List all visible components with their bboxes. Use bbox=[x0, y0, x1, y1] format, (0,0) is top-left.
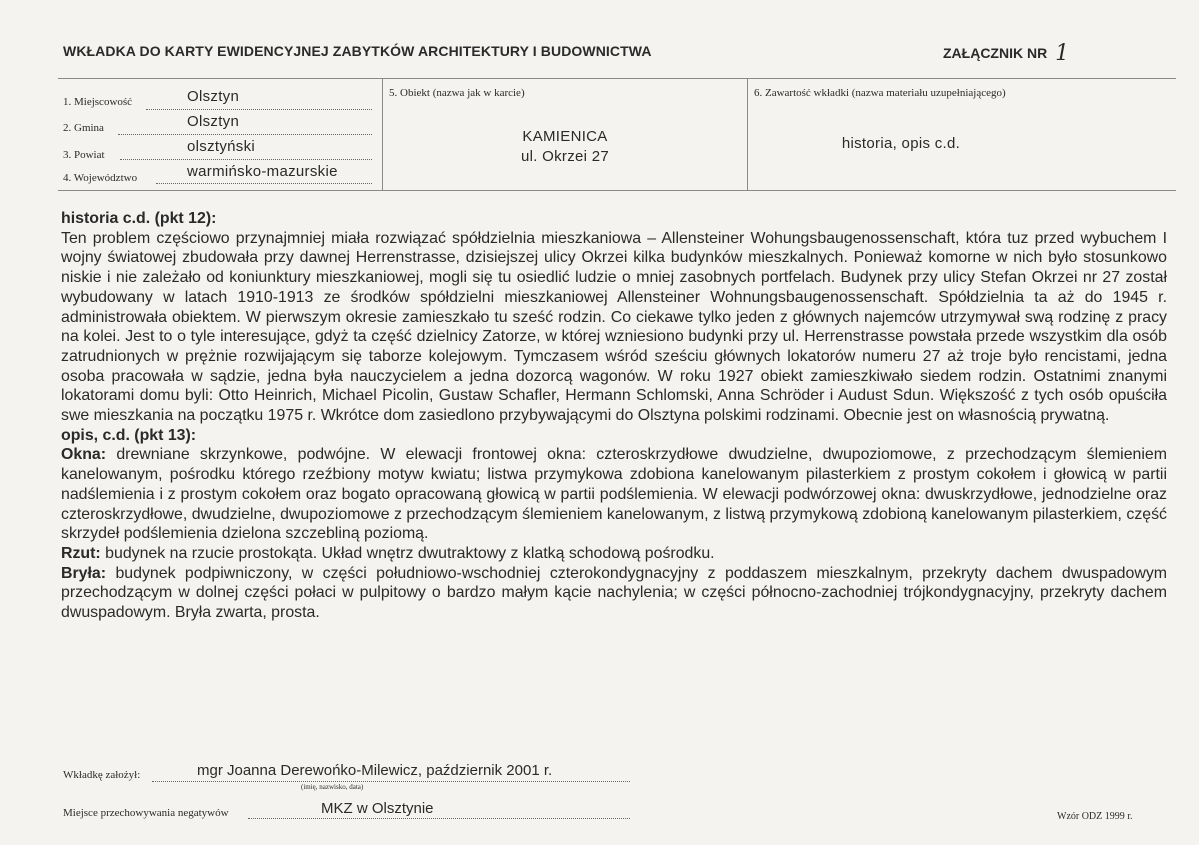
negatives-line bbox=[248, 818, 630, 819]
bryla-label: Bryła: bbox=[61, 564, 107, 582]
author-label: Wkładkę założył: bbox=[63, 769, 141, 781]
body-text bbox=[61, 209, 1167, 623]
miejscowosc-line bbox=[146, 109, 372, 110]
author-line bbox=[152, 781, 630, 782]
powiat-label: 3. Powiat bbox=[63, 149, 105, 161]
wojewodztwo-line bbox=[156, 183, 372, 184]
rzut-label: Rzut: bbox=[61, 544, 101, 562]
gmina-line bbox=[118, 134, 372, 135]
rzut-paragraph bbox=[61, 544, 1167, 564]
gmina-value: Olsztyn bbox=[187, 113, 240, 130]
negatives-value: MKZ w Olsztynie bbox=[321, 800, 434, 817]
gmina-label: 2. Gmina bbox=[63, 122, 104, 134]
powiat-line bbox=[120, 159, 372, 160]
template-note: Wzór ODZ 1999 r. bbox=[1057, 811, 1133, 822]
okna-label: Okna: bbox=[61, 446, 107, 464]
contents-label: 6. Zawartość wkładki (nazwa materiału uzupełniającego) bbox=[754, 87, 1006, 99]
opis-heading: opis, c.d. (pkt 13): bbox=[61, 426, 197, 444]
author-value: mgr Joanna Derewońko-Milewicz, październik 2001 r. bbox=[197, 762, 553, 779]
bryla-paragraph bbox=[61, 564, 1167, 623]
author-hint: (imię, nazwisko, data) bbox=[301, 783, 364, 791]
object-address: ul. Okrzei 27 bbox=[520, 148, 610, 165]
attachment-label-text: ZAŁĄCZNIK NR bbox=[943, 45, 1048, 61]
form-title: WKŁADKA DO KARTY EWIDENCYJNEJ ZABYTKÓW ARCHITEKTURY I BUDOWNICTWA bbox=[63, 43, 652, 59]
rzut-text: budynek na rzucie prostokąta. Układ wnętrz dwutraktowy z klatką schodową pośrodku. bbox=[105, 544, 715, 562]
okna-paragraph bbox=[61, 445, 1167, 544]
attachment-label bbox=[943, 39, 1069, 64]
contents-value: historia, opis c.d. bbox=[841, 135, 961, 152]
historia-heading: historia c.d. (pkt 12): bbox=[61, 210, 217, 227]
object-label: 5. Obiekt (nazwa jak w karcie) bbox=[389, 87, 525, 99]
powiat-value: olsztyński bbox=[187, 138, 256, 155]
wojewodztwo-value: warmińsko-mazurskie bbox=[187, 163, 338, 180]
wojewodztwo-label: 4. Województwo bbox=[63, 172, 138, 184]
bryla-text: budynek podpiwniczony, w części południowo-wschodniej czterokondygnacyjny z poddaszem mieszkalnym, przekryty dachem dwuspadowym przechodzącym w dolnej części połaci w pulpitowy o bardzo małym kącie nachylenia; w części północno-zachodniej trójkondygnacyjny, przekryty dachem dwuspadowym. Bryła zwarta, prosta. bbox=[61, 564, 1167, 622]
object-name: KAMIENICA bbox=[522, 128, 608, 145]
historia-paragraph: Ten problem częściowo przynajmniej miała rozwiązać spółdzielnia mieszkaniowa – Allensteiner Wohungsbaugenossenschaft, która tuz przed wybuchem I wojny światowej zbudowała przy dawnej Herrenstrasse, dzisiejszej ulicy Okrzei kilka budynków mieszkalnych. Ponieważ komorne w nich było stosunkowo niskie i nie zależało od koniunktury mieszkaniowej, mogli się tu osiedlić ludzie o mniej zasobnych portfelach. Budynek przy ulicy Stefan Okrzei nr 27 został wybudowany w latach 1910-1913 ze środków spółdzielni mieszkaniowej Allensteiner Wohnungsbaugenossenschaft. Spółdzielnia ta aż do 1945 r. administrowała obiektem. W pierwszym okresie zamieszkało tu sześć rodzin. Co ciekawe tylko jeden z głównych najemców utrzymywał swą rodzinę z pracy na kolei. Jest to o tyle interesujące, gdyż ta część dzielnicy Zatorze, w której wzniesiono budynki przy ul. Herrenstrasse powstała przede wszystkim dla osób zatrudnionych w prężnie rozwijającym się taborze kolejowym. Tymczasem wśród sześciu głównych lokatorów numeru 27 aż troje było rencistami, jedna osoba pracowała w sądzie, jedna była nauczycielem a jedna dozorcą wagonów. W roku 1927 obiekt zamieszkiwało siedem rodzin. Ostatnimi znanymi lokatorami domu byli: Otto Heinrich, Michael Picolin, Gustaw Schafler, Hermann Schlomski, Anna Schröder i Audust Sdun. Większość z tych osób opuściła swe mieszkania na początku 1975 r. Wkrótce dom zasiedlono przybywającymi do Olsztyna polskimi rodzinami. Obecnie jest on własnością prywatną. bbox=[61, 229, 1167, 425]
miejscowosc-label: 1. Miejscowość bbox=[63, 96, 133, 108]
negatives-label: Miejsce przechowywania negatywów bbox=[63, 807, 229, 819]
table-bottom-border bbox=[58, 190, 1176, 191]
attachment-number: 1 bbox=[1055, 41, 1070, 66]
table-top-border bbox=[58, 78, 1176, 79]
miejscowosc-value: Olsztyn bbox=[187, 88, 240, 105]
object-value bbox=[383, 127, 747, 167]
okna-text: drewniane skrzynkowe, podwójne. W elewacji frontowej okna: czteroskrzydłowe dwudzielne, dwupoziomowe, z przechodzącym ślemieniem kanelowanym, pośrodku którego rzeźbiony motyw kwiatu; listwa przymykowa zdobiona kanelowanym pilasterkiem z prostym cokołem i głowicą w partii nadślemienia i z prostym cokołem oraz bogato opracowaną głowicą w partii podślemienia. W elewacji podwórzowej okna: dwuskrzydłowe, jednodzielne oraz czteroskrzydłowe, dwudzielne, dwupoziomowe z przechodzącym ślemieniem kanelowanym, z listwą przymykową zdobioną kanelowanym pilasterkiem, część skrzydeł podślemienia dzielona szczebliną poziomą. bbox=[61, 446, 1167, 543]
